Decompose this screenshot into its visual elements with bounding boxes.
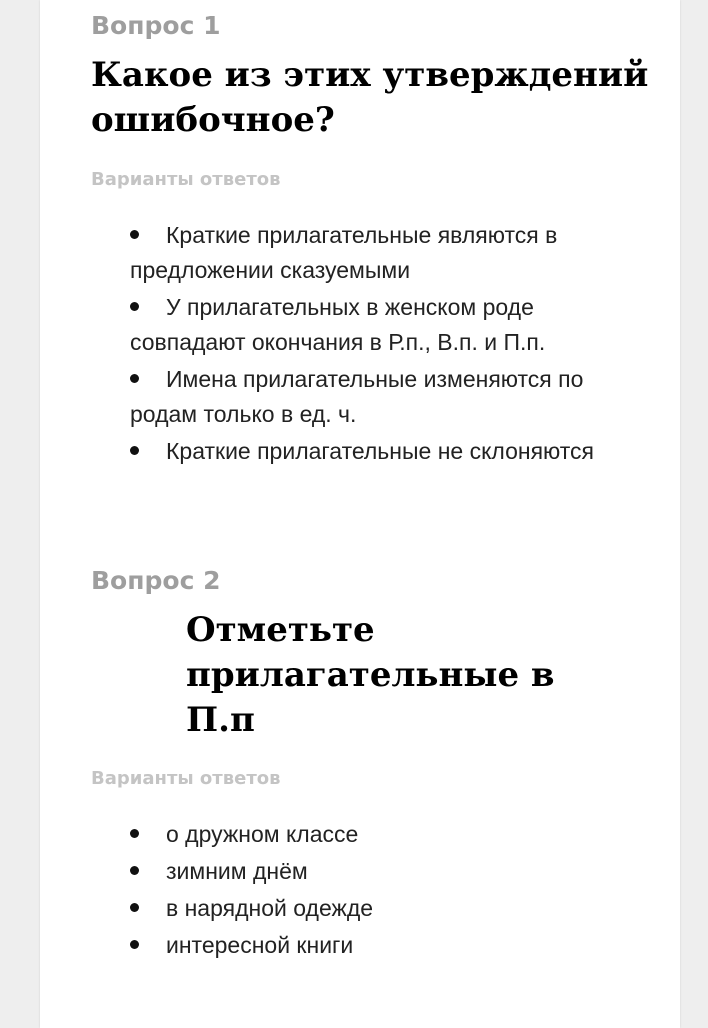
answer-option[interactable]: в нарядной одежде [130, 890, 530, 927]
question-1-options-list [130, 218, 630, 471]
answer-option[interactable]: зимним днём [130, 853, 530, 890]
answer-option[interactable]: Краткие прилагательные не склоняются [130, 434, 630, 469]
question-2-label: Вопрос 2 [91, 566, 221, 595]
answer-option[interactable]: о дружном классе [130, 816, 530, 853]
answer-option[interactable]: У прилагательных в женском роде совпадают окончания в Р.п., В.п. и П.п. [130, 290, 630, 360]
question-1-label: Вопрос 1 [91, 11, 221, 40]
question-1-options-label: Варианты ответов [91, 169, 281, 190]
answer-option[interactable]: интересной книги [130, 927, 530, 964]
answer-option[interactable]: Краткие прилагательные являются в предложении сказуемыми [130, 218, 630, 288]
answer-option[interactable]: Имена прилагательные изменяются по родам только в ед. ч. [130, 362, 630, 432]
question-1-title: Какое из этих утверждений ошибочное? [91, 55, 649, 140]
question-2-options-list [130, 816, 530, 964]
question-2-title: Отметьте прилагательные в П.п [186, 610, 555, 740]
question-2-options-label: Варианты ответов [91, 768, 281, 789]
